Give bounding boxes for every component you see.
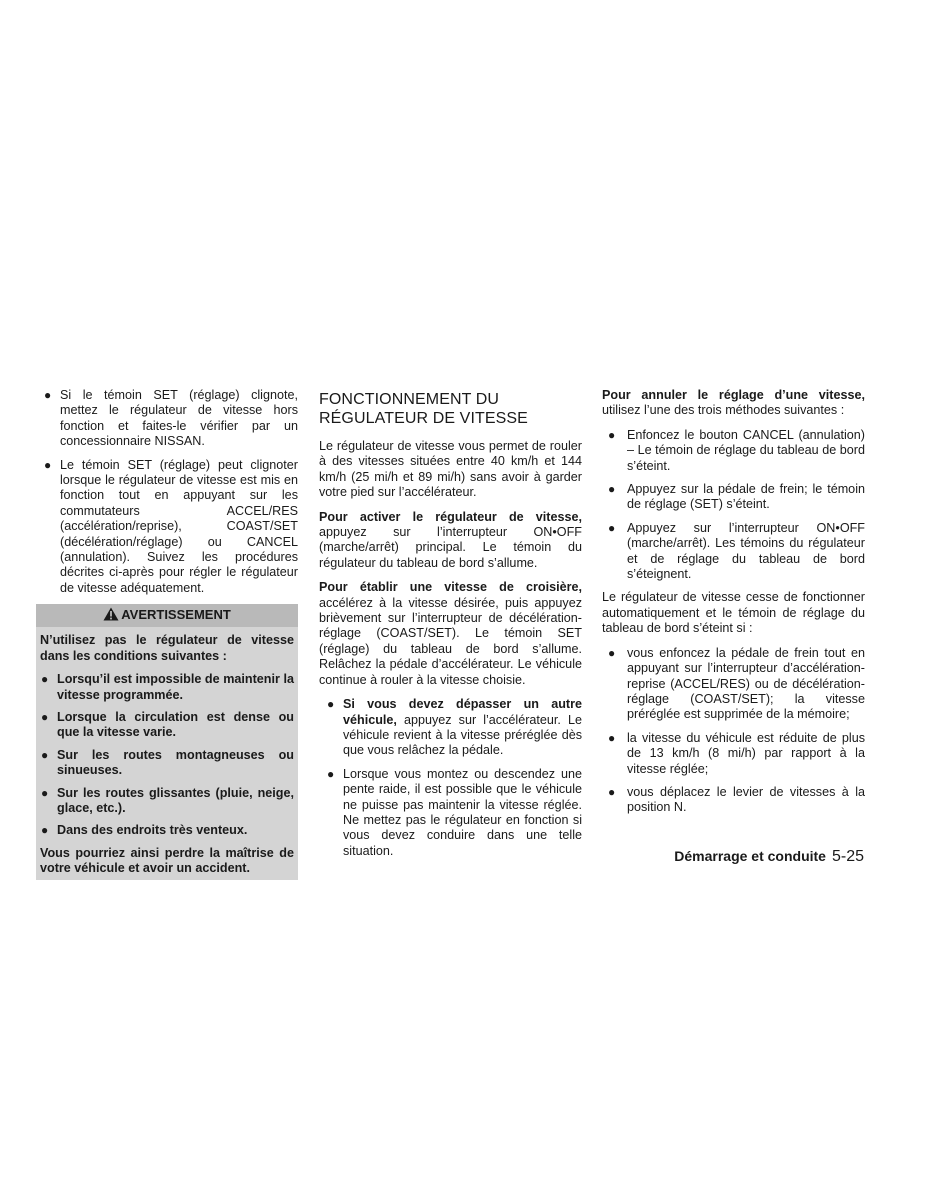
warning-header: [36, 604, 298, 627]
bullet-icon: ●: [41, 709, 49, 724]
bullet-icon: ●: [41, 785, 49, 800]
bullet-icon: ●: [608, 730, 616, 745]
cancel-bullet-list: [602, 428, 865, 583]
list-item: ● vous enfoncez la pédale de frein tout en appuyant sur l’interrupteur d’accélération-reprise (ACCEL/RES) ou de décélération-réglage (COAST/SET); la vitesse préréglée est supprimée de la mémoire;: [608, 645, 865, 722]
page-number: 5-25: [831, 848, 864, 865]
intro-paragraph: Le régulateur de vitesse vous permet de rouler à des vitesses situées entre 40 km/h et 144 km/h (25 mi/h et 89 mi/h) sans avoir à garder votre pied sur l’accélérateur.: [319, 439, 582, 500]
warning-intro: N’utilisez pas le régulateur de vitesse dans les conditions suivantes :: [40, 633, 294, 663]
auto-cancel-paragraph: Le régulateur de vitesse cesse de fonctionner automatiquement et le témoin de réglage du tableau de bord s’éteint si :: [602, 590, 865, 636]
section-title: FONCTIONNEMENT DU RÉGULATEUR DE VITESSE: [319, 391, 528, 427]
list-item: ● Appuyez sur la pédale de frein; le témoin de réglage (SET) s’éteint.: [608, 482, 865, 512]
warning-box: [36, 604, 298, 879]
left-bullet-list: [36, 388, 298, 596]
bullet-icon: ●: [41, 823, 49, 838]
list-item: ● Si le témoin SET (réglage) clignote, mettez le régulateur de vitesse hors fonction et faites-le vérifier par un concessionnaire NISSAN.: [44, 388, 298, 449]
bullet-icon: ●: [608, 482, 616, 497]
bullet-icon: ●: [608, 784, 616, 799]
mid-bullet-list: [319, 697, 582, 859]
list-item: ● la vitesse du véhicule est réduite de plus de 13 km/h (8 mi/h) par rapport à la vitesse réglée;: [608, 730, 865, 776]
bullet-icon: ●: [41, 747, 49, 762]
left-column: [36, 388, 298, 880]
bullet-icon: ●: [327, 697, 335, 712]
list-item: ● Dans des endroits très venteux.: [41, 823, 248, 838]
activate-paragraph: Pour activer le régulateur de vitesse, appuyez sur l’interrupteur ON•OFF (marche/arrêt) principal. Le témoin du régulateur du tableau de bord s’allume.: [319, 509, 582, 570]
bullet-icon: ●: [44, 388, 52, 402]
warning-title: AVERTISSEMENT: [121, 607, 231, 623]
bullet-icon: ●: [44, 457, 52, 472]
cruise-paragraph: Pour établir une vitesse de croisière, accélérez à la vitesse désirée, puis appuyez brièvement sur l’interrupteur de décélération-réglage (COAST/SET). Le témoin SET (réglage) du tableau de bord s’allume. Relâchez la pédale d’accélérateur. Le véhicule continue à rouler à la vitesse choisie.: [319, 580, 582, 687]
list-item: ● Le témoin SET (réglage) peut clignoter lorsque le régulateur de vitesse est mis en fonction tout en appuyant sur les commutateurs ACCEL/RES (accélération/reprise), COAST/SET (décélération/réglage) ou CANCEL (annulation). Suivez les procédures décrites ci-après pour régler le régulateur de vitesse adéquatement.: [44, 457, 298, 595]
right-column: [602, 388, 865, 824]
footer-section-title: Démarrage et conduite: [674, 848, 826, 864]
list-item: ● Enfoncez le bouton CANCEL (annulation) – Le témoin de réglage du tableau de bord s’éteint.: [608, 427, 865, 473]
cancel-paragraph: Pour annuler le réglage d’une vitesse, utilisez l’une des trois méthodes suivantes :: [602, 388, 865, 418]
bullet-icon: ●: [608, 520, 616, 535]
list-item: ● Sur les routes glissantes (pluie, neige, glace, etc.).: [41, 785, 294, 815]
bullet-icon: ●: [608, 645, 616, 660]
list-item: ● Lorsqu’il est impossible de maintenir la vitesse programmée.: [41, 672, 294, 702]
list-item: ● Sur les routes montagneuses ou sinueuses.: [41, 747, 294, 778]
list-item: ● Appuyez sur l’interrupteur ON•OFF (marche/arrêt). Les témoins du régulateur et de réglage du tableau de bord s’éteignent.: [608, 520, 865, 582]
list-item: ● Lorsque vous montez ou descendez une pente raide, il est possible que le véhicule ne puisse pas maintenir la vitesse réglée. Ne mettez pas le régulateur en fonction si vous devez conduire dans une telle situation.: [327, 766, 582, 858]
page-footer: [0, 848, 864, 866]
list-item: ● Si vous devez dépasser un autre véhicule, appuyez sur l’accélérateur. Le véhicule revient à la vitesse préréglée dès que vous relâchez la pédale.: [327, 697, 582, 758]
list-item: ● Lorsque la circulation est dense ou que la vitesse varie.: [41, 709, 294, 740]
warning-outro: Vous pourriez ainsi perdre la maîtrise de votre véhicule et avoir un accident.: [40, 845, 294, 876]
warning-body: [36, 627, 298, 876]
warning-triangle-icon: [103, 607, 119, 625]
warning-bullet-list: [40, 672, 294, 839]
middle-column: [319, 388, 582, 867]
bullet-icon: ●: [327, 766, 335, 781]
list-item: ● vous déplacez le levier de vitesses à la position N.: [608, 784, 865, 815]
auto-cancel-bullet-list: [602, 646, 865, 816]
bullet-icon: ●: [608, 427, 616, 442]
bullet-icon: ●: [41, 672, 49, 687]
